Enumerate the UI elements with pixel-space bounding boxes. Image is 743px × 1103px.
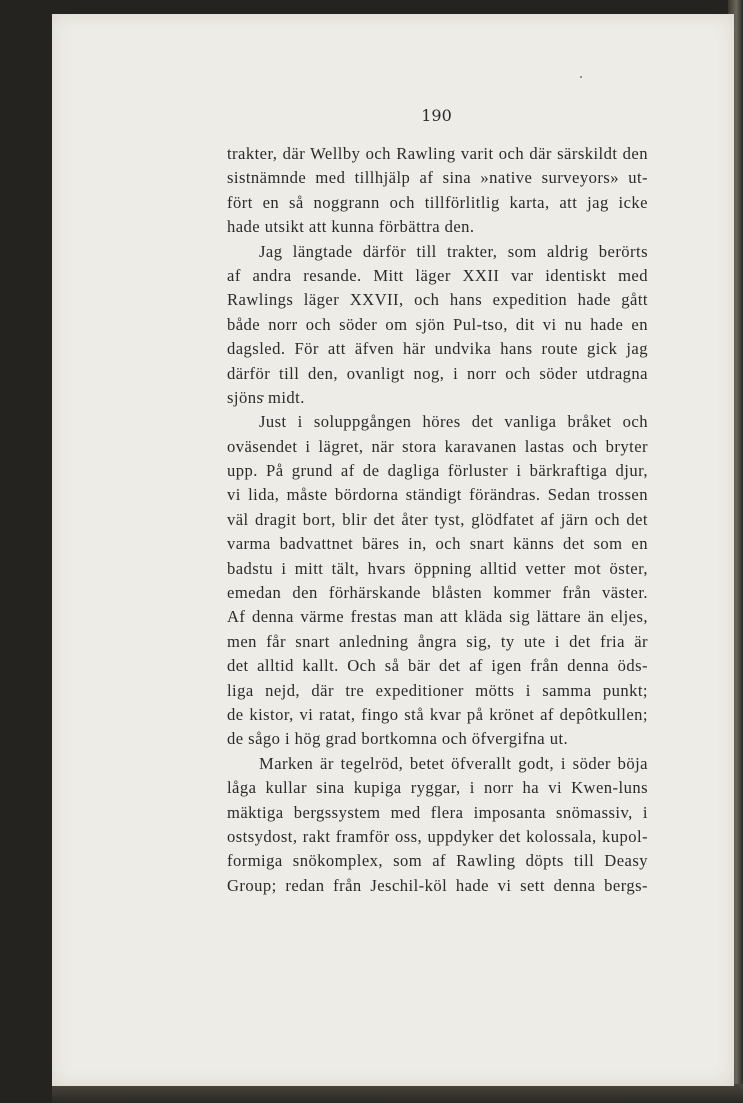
text-line: emedan den förhärskande blåsten kommer från väster. [227,583,648,603]
text-line: af andra resande. Mitt läger XXII var identiskt med [227,265,648,285]
text-line: fört en så noggrann och tillförlitlig karta, att jag icke [227,192,648,212]
text-line: både norr och söder om sjön Pul-tso, dit vi nu hade en [227,314,648,334]
text-line: upp. På grund af de dagliga förluster i bärkraftiga djur, [227,461,648,481]
text-line: sjöns midt. [227,387,305,407]
text-line: trakter, där Wellby och Rawling varit och där särskildt den [227,144,648,163]
text-line: Just i soluppgången höres det vanliga bråket och [259,412,648,432]
text-line: Af denna värme frestas man att kläda sig lättare än eljes, [227,607,648,627]
text-line: de sågo i hög grad bortkomna och öfvergifna ut. [227,729,569,749]
text-line: därför till den, ovanligt nog, i norr och söder utdragna [227,363,648,383]
paper-speck [580,76,582,78]
text-line: hade utsikt att kunna förbättra den. [227,217,475,237]
text-line: Jag längtade därför till trakter, som aldrig berörts [259,241,648,261]
text-line: det alltid kallt. Och så bär det af igen från denna öds- [227,656,648,676]
text-line: Rawlings läger XXVII, och hans expedition hade gått [227,290,648,310]
text-line: varma badvattnet bäres in, och snart känns det som en [227,534,648,554]
text-line: oväsendet i lägret, när stora karavanen lastas och bryter [227,436,648,456]
page-number: 190 [421,106,452,125]
text-line: Group; redan från Jeschil-köl hade vi sett denna bergs- [227,875,648,895]
text-line: Marken är tegelröd, betet öfverallt godt, i söder böja [259,753,648,773]
text-line: dagsled. För att äfven här undvika hans route gick jag [227,339,648,359]
text-line: vi lida, måste bördorna ständigt förändras. Sedan trossen [227,485,648,505]
text-line: väl dragit bort, blir det åter tyst, glödfatet af järn och det [227,509,648,529]
text-line: de kistor, vi ratat, fingo stå kvar på krönet af depôtkullen; [227,704,648,724]
text-line: formiga snökomplex, som af Rawling döpts till Deasy [227,851,648,871]
book-edge-bottom [52,1084,743,1103]
text-line: mäktiga bergssystem med flera imposanta snömassiv, i [227,802,648,822]
body-text [227,142,648,898]
text-line: ostsydost, rakt framför oss, uppdyker det kolossala, kupol- [227,826,648,846]
text-line: men får snart anledning ångra sig, ty ute i det fria är [227,631,648,651]
text-line: liga nejd, där tre expeditioner mötts i samma punkt; [227,680,648,700]
text-line: sistnämnde med tillhjälp af sina »native surveyors» ut- [227,168,648,188]
text-line: badstu i mitt tält, hvars öppning alltid vetter mot öster, [227,558,648,578]
text-line: låga kullar sina kupiga ryggar, i norr ha vi Kwen-luns [227,778,648,798]
